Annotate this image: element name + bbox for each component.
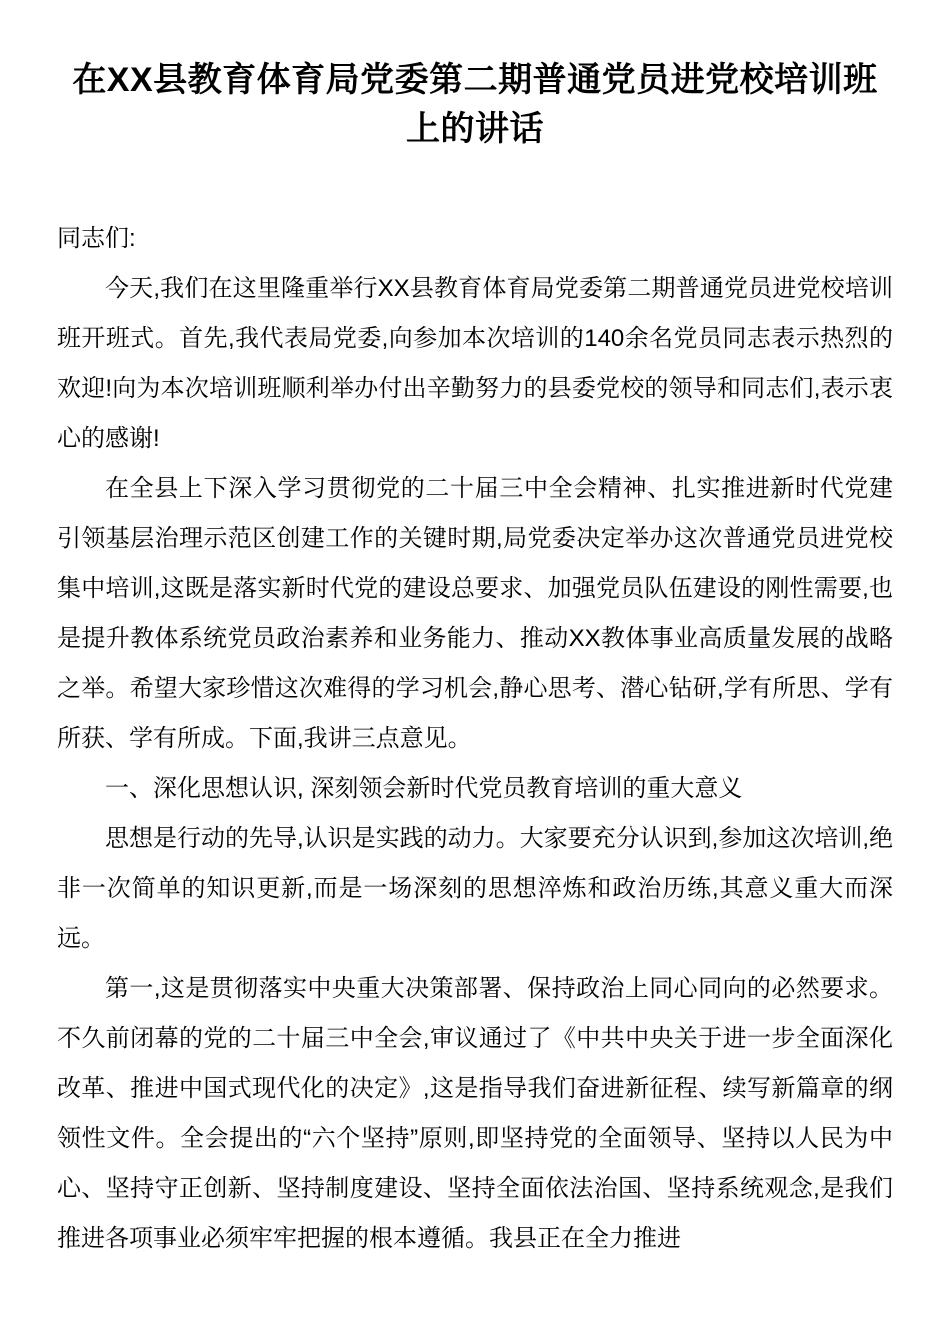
- document-body: [57, 214, 893, 1264]
- salutation: 同志们:: [57, 225, 136, 252]
- paragraph-first-point: 第一,这是贯彻落实中央重大决策部署、保持政治上同心同向的必然要求。不久前闭幕的党的二十届三中全会,审议通过了《中共中央关于进一步全面深化改革、推进中国式现代化的决定》,这是指导我们奋进新征程、续写新篇章的纲领性文件。全会提出的“六个坚持”原则,即坚持党的全面领导、坚持以人民为中心、坚持守正创新、坚持制度建设、坚持全面依法治国、坚持系统观念,是我们推进各项事业必须牢牢把握的根本遵循。我县正在全力推进: [57, 975, 893, 1252]
- section-heading-one: 一、深化思想认识, 深刻领会新时代党员教育培训的重大意义: [105, 775, 743, 802]
- paragraph-thought: 思想是行动的先导,认识是实践的动力。大家要充分认识到,参加这次培训,绝非一次简单的知识更新,而是一场深刻的思想淬炼和政治历练,其意义重大而深远。: [57, 825, 894, 952]
- document-title: 在XX县教育体育局党委第二期普通党员进党校培训班上的讲话: [72, 61, 878, 148]
- paragraph-opening: 今天,我们在这里隆重举行XX县教育体育局党委第二期普通党员进党校培训班开班式。首先,我代表局党委,向参加本次培训的140余名党员同志表示热烈的欢迎!向为本次培训班顺利举办付出辛勤努力的县委党校的领导和同志们,表示衷心的感谢!: [57, 275, 893, 452]
- paragraph-background: 在全县上下深入学习贯彻党的二十届三中全会精神、扎实推进新时代党建引领基层治理示范区创建工作的关键时期,局党委决定举办这次普通党员进党校集中培训,这既是落实新时代党的建设总要求、加强党员队伍建设的刚性需要,也是提升教体系统党员政治素养和业务能力、推动XX教体事业高质量发展的战略之举。希望大家珍惜这次难得的学习机会,静心思考、潜心钻研,学有所思、学有所获、学有所成。下面,我讲三点意见。: [57, 475, 893, 752]
